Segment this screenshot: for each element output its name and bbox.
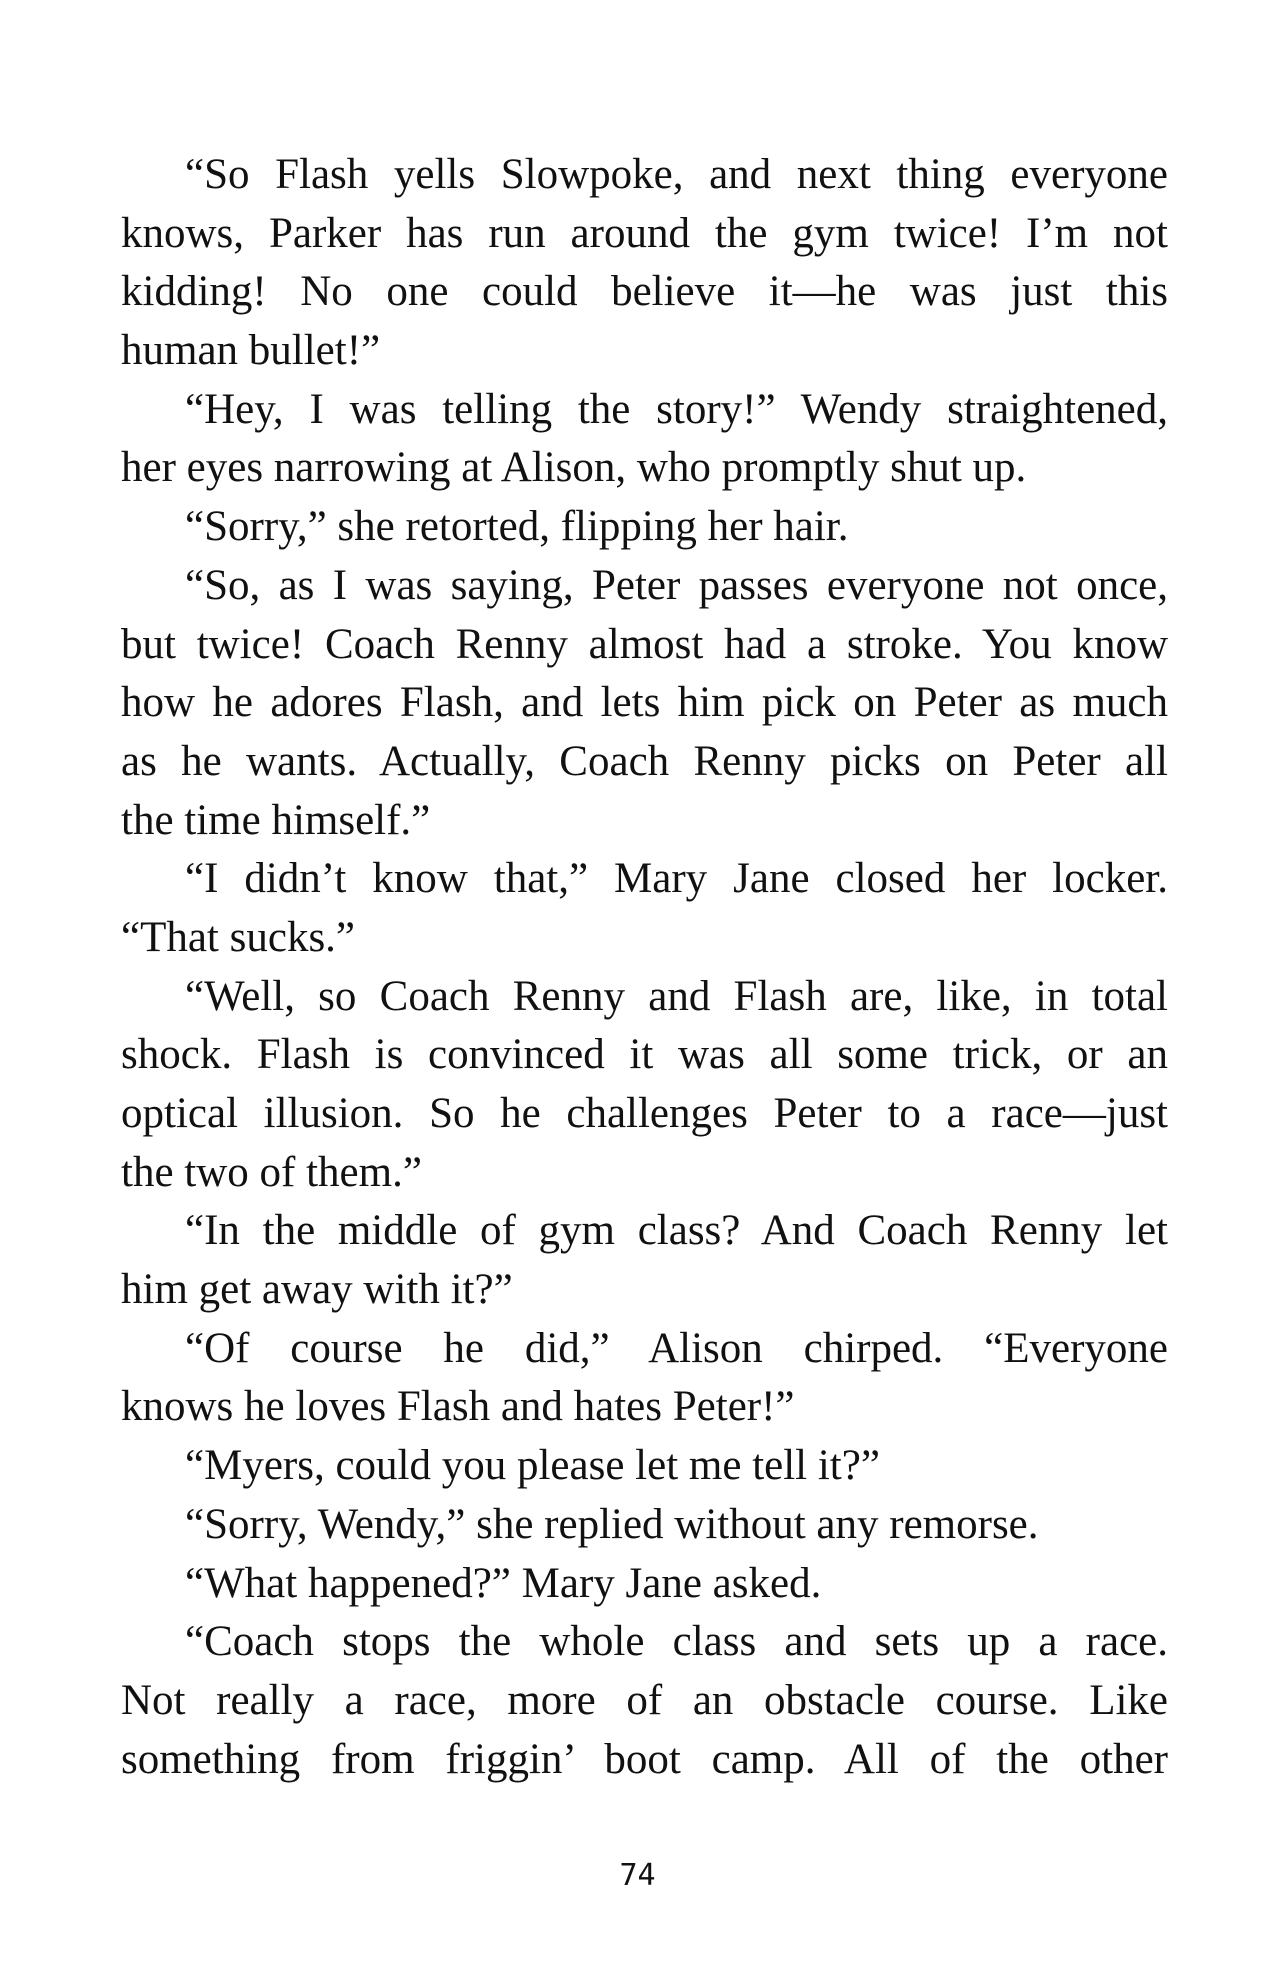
- text-line: the time himself.”: [121, 796, 431, 844]
- text-line: human bullet!”: [121, 327, 381, 375]
- text-line: optical illusion. So he challenges Peter to a race—just: [121, 1090, 1168, 1137]
- text-line: kidding! No one could believe it—he was just this: [121, 268, 1168, 316]
- text-line: “Hey, I was telling the story!” Wendy straightened,: [185, 385, 1168, 433]
- text-line: “Coach stops the whole class and sets up a race.: [185, 1618, 1168, 1666]
- text-line: “So Flash yells Slowpoke, and next thing everyone: [185, 151, 1168, 198]
- text-line: “Of course he did,” Alison chirped. “Everyone: [185, 1324, 1168, 1372]
- text-line: Not really a race, more of an obstacle course. Like: [121, 1676, 1168, 1724]
- body-text: [121, 146, 1168, 1789]
- text-line: “So, as I was saying, Peter passes everyone not once,: [185, 561, 1168, 609]
- text-line: “Myers, could you please let me tell it?”: [185, 1442, 880, 1490]
- page-number: 74: [619, 1858, 656, 1893]
- text-line: knows, Parker has run around the gym twice! I’m not: [121, 209, 1168, 257]
- text-line: something from friggin’ boot camp. All of the other: [121, 1735, 1168, 1783]
- text-line: “I didn’t know that,” Mary Jane closed her locker.: [185, 855, 1168, 903]
- text-line: “That sucks.”: [121, 913, 356, 961]
- text-line: as he wants. Actually, Coach Renny picks on Peter all: [121, 737, 1168, 785]
- text-line: “What happened?” Mary Jane asked.: [185, 1559, 822, 1607]
- text-line: “In the middle of gym class? And Coach Renny let: [185, 1207, 1168, 1255]
- text-line: “Sorry,” she retorted, flipping her hair.: [185, 503, 849, 551]
- text-line: but twice! Coach Renny almost had a stroke. You know: [121, 620, 1168, 668]
- text-line: “Sorry, Wendy,” she replied without any remorse.: [185, 1500, 1039, 1548]
- text-line: her eyes narrowing at Alison, who promptly shut up.: [121, 444, 1027, 492]
- text-line: knows he loves Flash and hates Peter!”: [121, 1383, 795, 1431]
- text-line: the two of them.”: [121, 1148, 422, 1196]
- text-line: shock. Flash is convinced it was all some trick, or an: [121, 1031, 1168, 1079]
- text-line: him get away with it?”: [121, 1266, 513, 1314]
- text-line: “Well, so Coach Renny and Flash are, like, in total: [185, 972, 1168, 1020]
- text-line: how he adores Flash, and lets him pick on Peter as much: [121, 679, 1168, 727]
